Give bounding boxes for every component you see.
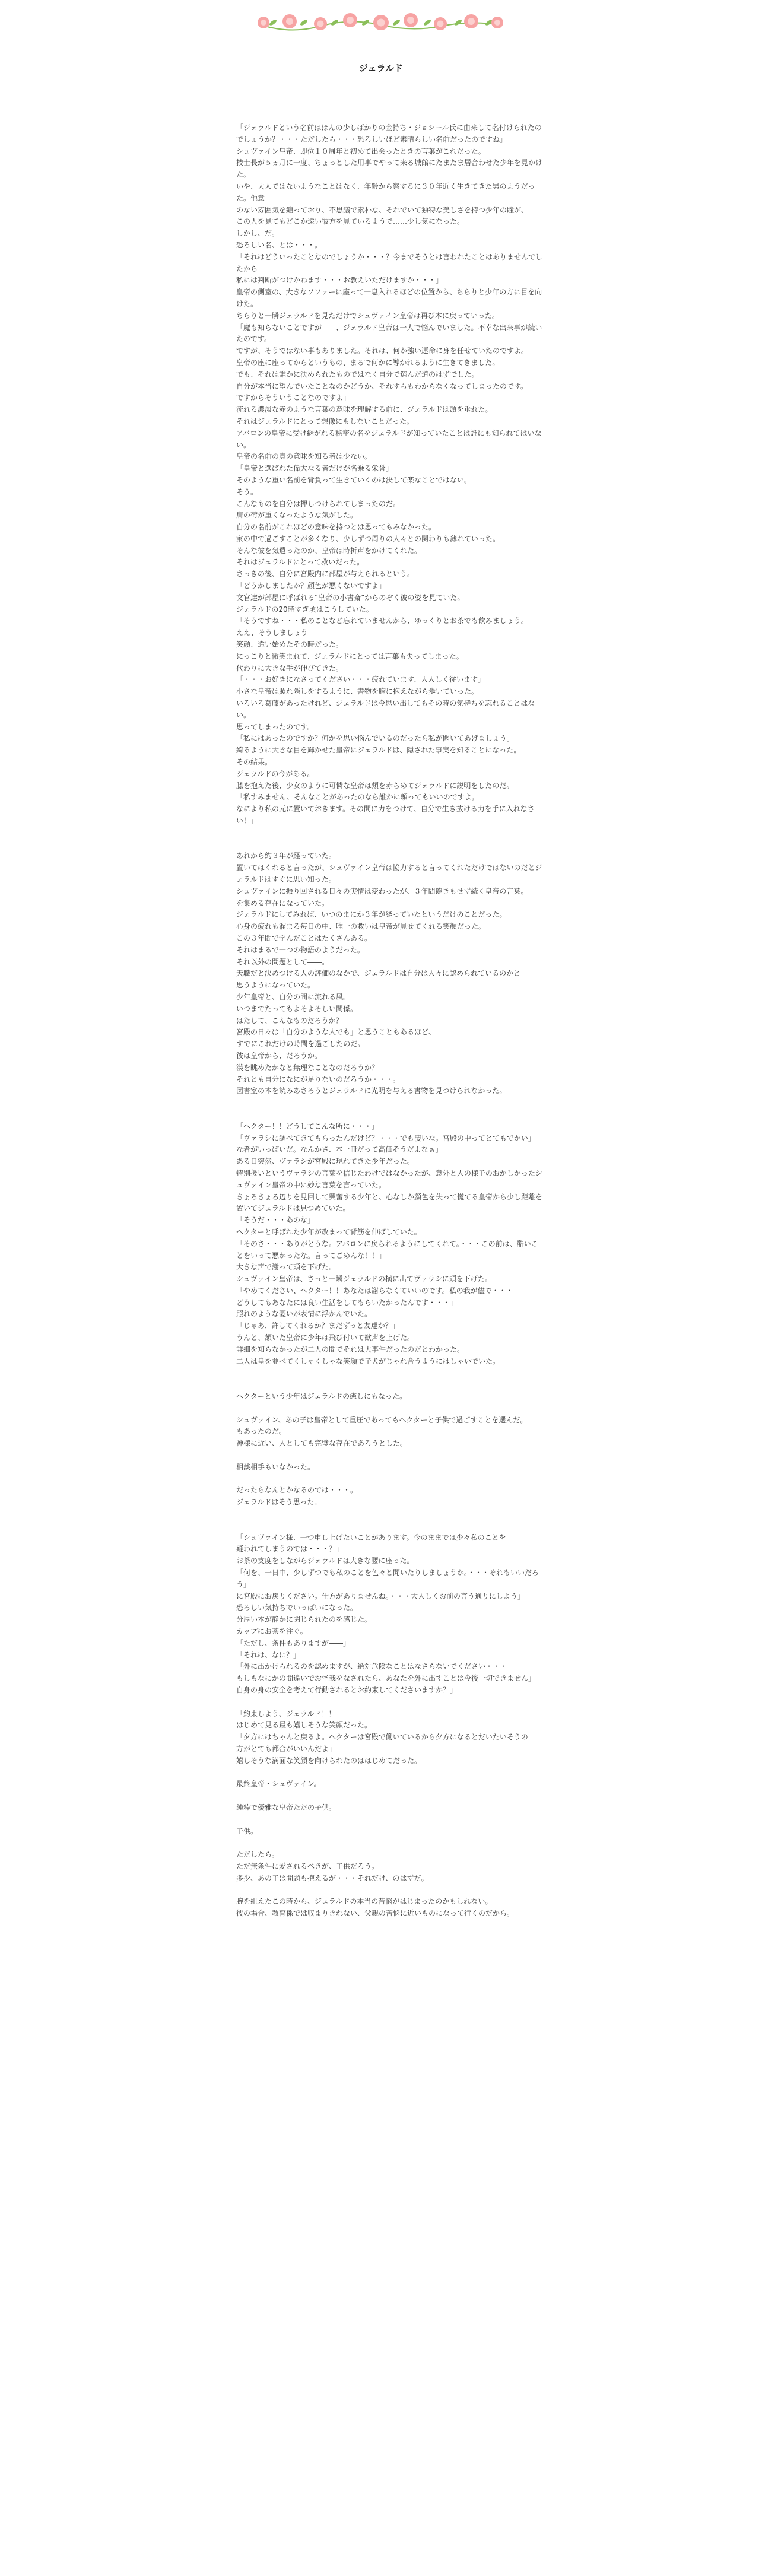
paragraph: 肩の荷が重くなったような気がした。 bbox=[236, 511, 358, 520]
paragraph: ある日突然、ヴァラシが宮殿に現れてきた少年だった。 bbox=[236, 1157, 414, 1166]
paragraph: 漠を眺めたかなと無理なことなのだろうか？ bbox=[236, 1063, 379, 1072]
paragraph: 神様に近い、人としても完璧な存在であろうとした。 bbox=[236, 1439, 408, 1448]
paragraph: もあったのだ。 bbox=[236, 1427, 286, 1436]
paragraph: うんと、頷いた皇帝に少年は飛び付いて歓声を上げた。 bbox=[236, 1333, 415, 1342]
paragraph: 「ヘクター！！どうしてこんな所に・・・」 bbox=[236, 1122, 379, 1130]
paragraph: きょろきょろ辺りを見回して興奮する少年と、心なしか顔色を失って慌てる皇帝から少し距離を置いてジェラルドは見つめていた。 bbox=[236, 1192, 543, 1213]
paragraph: その結果。 bbox=[236, 758, 272, 767]
paragraph: それ以外の問題として――。 bbox=[236, 957, 329, 966]
paragraph: はたして、こんなものだろうか？ bbox=[236, 1016, 343, 1025]
paragraph: 天職だと決めつける人の評価のなかで、ジェラルドは自分は人々に認められているのかと bbox=[236, 969, 521, 978]
paragraph: そう。 bbox=[236, 487, 258, 496]
paragraph: そのような重い名前を背負って生きていくのは決して楽なことではない。 bbox=[236, 475, 472, 484]
paragraph: でも、それは誰かに決められたものではなく自分で選んだ道のはずでした。 bbox=[236, 370, 479, 379]
paragraph: シュヴァイン皇帝、即位１０周年と初めて出会ったときの言葉がこれだった。 bbox=[236, 147, 485, 155]
paragraph bbox=[236, 1367, 545, 1379]
paragraph: 「そのさ・・・ありがとうな。アバロンに戻られるようにしてくれて。・・・この前は、酷いことをいって悪かったな。言ってごめんな！！」 bbox=[236, 1239, 538, 1260]
floral-garland-icon bbox=[255, 5, 507, 40]
paragraph: 「そうだ・・・あのな」 bbox=[236, 1216, 315, 1225]
paragraph: シュヴァイン、あの子は皇帝として重圧であってもヘクターと子供で過ごすことを選んだ。 bbox=[236, 1415, 528, 1424]
paragraph: 詳細を知らなかったが二人の間でそれは大事件だったのだとわかった。 bbox=[236, 1345, 465, 1354]
paragraph: 自身の身の安全を考えて行動されるとお約束してくださいますか？」 bbox=[236, 1685, 458, 1694]
paragraph: 彼の場合、教育係では収まりきれない、父親の苦悩に近いものになって行くのだから。 bbox=[236, 1909, 515, 1918]
paragraph: 「やめてください、ヘクター！！あなたは謝らなくていいのです。私の我が儘で・・・ bbox=[236, 1286, 513, 1295]
paragraph: 「じゃあ、許してくれるか？まだずっと友達か？」 bbox=[236, 1322, 399, 1330]
paragraph: こんなものを自分は押しつけられてしまったのだ。 bbox=[236, 499, 401, 508]
paragraph: ええ、そうしましょう」 bbox=[236, 628, 315, 637]
paragraph: それはジェラルドにとって想像にもしないことだった。 bbox=[236, 417, 414, 425]
paragraph: 代わりに大きな手が伸びてきた。 bbox=[236, 663, 344, 672]
paragraph: なにより私の元に置いておきます。その間に力をつけて、自分で生き抜ける力を手に入れなさい！」 bbox=[236, 805, 535, 825]
paragraph bbox=[236, 827, 545, 839]
paragraph: 「シュヴァイン様、一つ申し上げたいことがあります。今のままでは少々私のことを bbox=[236, 1533, 506, 1542]
paragraph: どうしてもあなたには良い生活をしてもらいたかったんです・・・」 bbox=[236, 1298, 458, 1307]
paragraph: お茶の支度をしながらジェラルドは大きな腰に座った。 bbox=[236, 1557, 414, 1565]
paragraph: 図書室の本を読みあさろうとジェラルドに光明を与える書物を見つけられなかった。 bbox=[236, 1087, 507, 1095]
paragraph: 思ってしまったのです。 bbox=[236, 722, 315, 731]
paragraph: ヘクターという少年はジェラルドの癒しにもなった。 bbox=[236, 1392, 407, 1401]
paragraph: だったらなんとかなるのでは・・・。 bbox=[236, 1486, 358, 1495]
paragraph: 私には判断がつけかねます・・・お教えいただけますか・・・」 bbox=[236, 276, 443, 285]
page-title: ジェラルド bbox=[358, 63, 404, 74]
paragraph bbox=[236, 1767, 545, 1779]
paragraph: ですからそういうことなのですよ」 bbox=[236, 393, 351, 402]
paragraph: シュヴァインに振り回される日々の実情は変わったが、３年間飽きもせず続く皇帝の言葉。 bbox=[236, 887, 528, 895]
paragraph: 膝を抱えた後、少女のように可憐な皇帝は頬を赤らめてジェラルドに説明をしたのだ。 bbox=[236, 781, 514, 790]
paragraph bbox=[236, 1379, 545, 1391]
paragraph: それはジェラルドにとって救いだった。 bbox=[236, 558, 364, 567]
paragraph: 家の中で過ごすことが多くなり、少しずつ周りの人々との関わりも薄れていった。 bbox=[236, 534, 500, 543]
paragraph: 方がとても都合がいいんだよ」 bbox=[236, 1744, 336, 1753]
paragraph: 分厚い本が静かに閉じられたのを感じた。 bbox=[236, 1615, 372, 1624]
paragraph: さっきの後、自分に宮殿内に部屋が与えられるという。 bbox=[236, 570, 415, 579]
paragraph bbox=[236, 1450, 545, 1462]
paragraph: 笑顔、違い始めたその時だった。 bbox=[236, 640, 344, 649]
paragraph: 「ジェラルドという名前はほんの少しばかりの金持ち・ジョシール氏に由来して名付けられたのでしょうか？・・・ただしたら・・・恐ろしいほど素晴らしい名前だったのですね」 bbox=[236, 123, 542, 144]
paragraph: のない雰囲気を纏っており、不思議で素朴な、それでいて独特な美しさを持つ少年の瞳が、 bbox=[236, 205, 529, 214]
paragraph: 「皇帝と選ばれた偉大なる者だけが名乗る栄誉」 bbox=[236, 464, 393, 473]
paragraph: シュヴァイン皇帝は、さっと一瞬ジェラルドの横に出てヴァラシに頭を下げた。 bbox=[236, 1275, 492, 1284]
paragraph: ジェラルドはそう思った。 bbox=[236, 1498, 322, 1507]
paragraph: 綺るように大きな目を輝かせた皇帝にジェラルドは、隠された事実を知ることになった。 bbox=[236, 746, 521, 755]
paragraph: もしもなにかの間違いでお怪我をなされたら、あなたを外に出すことは今後一切できません」 bbox=[236, 1674, 536, 1683]
paragraph bbox=[236, 1790, 545, 1802]
paragraph: 思うようになっていた。 bbox=[236, 981, 315, 990]
paragraph: いろいろ葛藤があったけれど、ジェラルドは今思い出してもその時の気持ちを忘れることはない。 bbox=[236, 699, 535, 719]
paragraph: 「外に出かけられるのを認めますが、絶対危険なことはなさらないでください・・・ bbox=[236, 1662, 507, 1671]
paragraph: 「それは、なに？」 bbox=[236, 1650, 301, 1659]
paragraph bbox=[236, 1885, 545, 1897]
paragraph: 「何を、一日中、少しずつでも私のことを色々と聞いたりしましょうか。・・・それもいいだろう」 bbox=[236, 1568, 539, 1589]
article-body bbox=[236, 122, 545, 1920]
paragraph: ジェラルドの20時すぎ頃はこうしていた。 bbox=[236, 605, 373, 614]
paragraph: 特別扱いというヴァラシの言葉を信じたわけではなかったが、意外と人の様子のおかしかったシュヴァイン皇帝の中に妙な言葉を言っていた。 bbox=[236, 1168, 542, 1189]
paragraph: 「どうかしましたか？顔色が悪くないですよ」 bbox=[236, 582, 386, 590]
paragraph bbox=[236, 1097, 545, 1109]
paragraph: 少年皇帝と、自分の間に流れる風。 bbox=[236, 992, 351, 1001]
paragraph: 二人は皇を並べてくしゃくしゃな笑顔で子犬がじゃれ合うようにはしゃいでいた。 bbox=[236, 1357, 500, 1365]
paragraph: 照れのような憂いが表情に浮かんでいた。 bbox=[236, 1310, 372, 1319]
paragraph: 皇帝の名前の真の意味を知る者は少ない。 bbox=[236, 452, 372, 461]
paragraph: いや、大人ではないようなことはなく、年齢から察するに３０年近く生きてきた男のようだった。他意 bbox=[236, 182, 535, 202]
paragraph: ヘクターと呼ばれた少年が改まって背筋を伸ばしていた。 bbox=[236, 1227, 421, 1236]
paragraph bbox=[236, 1109, 545, 1121]
paragraph bbox=[236, 1814, 545, 1826]
paragraph: 自分が本当に望んでいたことなのかどうか、それすらもわからなくなってしまったのです。 bbox=[236, 382, 528, 390]
paragraph: 「私すみません、そんなことがあったのなら誰かに頼ってもいいのですよ。 bbox=[236, 793, 479, 802]
paragraph: すでにこれだけの時間を過ごしたのだ。 bbox=[236, 1040, 365, 1049]
paragraph: にっこりと微笑まれて、ジェラルドにとっては言葉も失ってしまった。 bbox=[236, 652, 463, 660]
paragraph: 皇帝の側室の、大きなソファーに座って一息入れるほどの位置から、ちらりと少年の方に目を向けた。 bbox=[236, 288, 542, 308]
paragraph: 腕を組えたこの時から、ジェラルドの本当の苦悩がはじまったのかもしれない。 bbox=[236, 1897, 493, 1906]
paragraph: を集める存在になっていた。 bbox=[236, 898, 329, 907]
paragraph: ただ無条件に愛されるべきが、子供だろう。 bbox=[236, 1862, 379, 1870]
paragraph: 恐ろしい気持ちでいっぱいになった。 bbox=[236, 1603, 357, 1612]
paragraph: ちらりと一瞬ジェラルドを見ただけでシュヴァイン皇帝は再び本に戻っていった。 bbox=[236, 311, 500, 320]
paragraph: な者がいっぱいだ。なんかさ、本一冊だって高価そうだよなぁ」 bbox=[236, 1145, 443, 1154]
paragraph: 「ヴァラシに調べてきてもらったんだけど？・・・でも凄いな。宮殿の中ってとてもでかい」 bbox=[236, 1133, 535, 1142]
paragraph: そんな彼を気遣ったのか、皇帝は時折声をかけてくれた。 bbox=[236, 546, 422, 555]
paragraph: 最終皇帝・シュヴァイン。 bbox=[236, 1780, 321, 1789]
paragraph: 宮殿の日々は「自分のような人でも」と思うこともあるほど、 bbox=[236, 1028, 436, 1037]
paragraph bbox=[236, 1508, 545, 1520]
paragraph: カップにお茶を注ぐ。 bbox=[236, 1627, 307, 1635]
paragraph: 技士長が５ヵ月に一度、ちょっとした用事でやって来る城館にたまたま居合わせた少年を見かけた。 bbox=[236, 158, 543, 179]
paragraph bbox=[236, 1520, 545, 1532]
paragraph: それはまるで一つの物語のようだった。 bbox=[236, 945, 364, 954]
paragraph: 流れる濃淡な赤のような言葉の意味を理解する前に、ジェラルドは頭を垂れた。 bbox=[236, 405, 493, 414]
paragraph bbox=[236, 1837, 545, 1849]
paragraph: 「私にはあったのですか？何かを思い悩んでいるのだったら私が聞いてあげましょう」 bbox=[236, 734, 514, 743]
paragraph: ただしたら。 bbox=[236, 1850, 280, 1859]
paragraph: 「夕方にはちゃんと戻るよ。ヘクターは宮殿で働いているから夕方になるとだいたいそうの bbox=[236, 1733, 528, 1742]
paragraph: に宮殿にお戻りください。仕方がありませんね。・・・大人しくお前の言う通りにしよう」 bbox=[236, 1592, 525, 1600]
paragraph: ですが、そうではない事もありました。それは、何か強い運命に身を任せていたのですよ。 bbox=[236, 347, 529, 355]
paragraph bbox=[236, 1697, 545, 1708]
paragraph: それとも自分になにが足りないのだろうか・・・。 bbox=[236, 1075, 401, 1084]
paragraph: 彼は皇帝から、だろうか。 bbox=[236, 1051, 322, 1060]
paragraph bbox=[236, 1403, 545, 1415]
paragraph: はじめて見る最も嬉しそうな笑顔だった。 bbox=[236, 1721, 372, 1730]
paragraph: 純粋で優雅な皇帝ただの子供。 bbox=[236, 1803, 336, 1812]
paragraph: この人を見てもどこか遠い彼方を見ているようで……少し気になった。 bbox=[236, 217, 465, 226]
paragraph: 小さな皇帝は照れ隠しをするように、書物を胸に抱えながら歩いていった。 bbox=[236, 687, 479, 696]
paragraph: 相談相手もいなかった。 bbox=[236, 1462, 315, 1471]
paragraph: 大きな声で謝って頭を下げた。 bbox=[236, 1263, 336, 1272]
paragraph: この３年間で学んだことはたくさんある。 bbox=[236, 933, 372, 942]
paragraph bbox=[236, 1473, 545, 1485]
paragraph: 嬉しそうな満面な笑顔を向けられたのははじめてだった。 bbox=[236, 1756, 422, 1765]
paragraph: 「ただし、条件もありますが――」 bbox=[236, 1638, 351, 1647]
paragraph: 「そうですね・・・私のことなど忘れていませんから、ゆっくりとお茶でも飲みましょう。 bbox=[236, 617, 528, 625]
paragraph: 子供。 bbox=[236, 1827, 258, 1835]
paragraph: ジェラルドにしてみれば、いつのまにか３年が経っていたというだけのことだった。 bbox=[236, 910, 507, 919]
paragraph bbox=[236, 839, 545, 851]
paragraph: 心身の疲れも溜まる毎日の中、唯一の救いは皇帝が見せてくれる笑顔だった。 bbox=[236, 922, 486, 931]
paragraph: ジェラルドの今がある。 bbox=[236, 769, 315, 778]
paragraph: 恐ろしい名、とは・・・。 bbox=[236, 240, 322, 249]
paragraph: あれから約３年が経っていた。 bbox=[236, 852, 336, 860]
paragraph: 置いてはくれると言ったが、シュヴァイン皇帝は協力すると言ってくれただけではないのだとジェラルドはすぐに思い知った。 bbox=[236, 863, 542, 884]
paragraph: 「それはどういったことなのでしょうか・・・？今までそうとは言われたことはありませんでしたから bbox=[236, 252, 543, 273]
paragraph: しかし、だ。 bbox=[236, 229, 280, 238]
paragraph: 「・・・お好きになさってください・・・疲れています、大人しく従います」 bbox=[236, 675, 485, 684]
paragraph: 「魔も知らないことですが――、ジェラルド皇帝は一人で悩んでいました。不幸な出来事が続いたのです。 bbox=[236, 323, 542, 344]
paragraph: 皇帝の座に座ってからというもの、まるで何かに導かれるように生きてきました。 bbox=[236, 358, 500, 367]
paragraph: いつまでたってもよそよそしい関係。 bbox=[236, 1004, 358, 1013]
paragraph: 多少、あの子は問題も抱えるが・・・それだけ、のはずだ。 bbox=[236, 1873, 428, 1882]
paragraph: 文官達が部屋に呼ばれる“皇帝の小書斎”からのぞく彼の姿を見ていた。 bbox=[236, 593, 465, 602]
paragraph: アバロンの皇帝に受け継がれる秘密の名をジェラルドが知っていたことは誰にも知られてはいない。 bbox=[236, 428, 542, 449]
paragraph: 「約束しよう、ジェラルド！！」 bbox=[236, 1709, 343, 1718]
paragraph: 疑われてしまうのでは・・・？」 bbox=[236, 1545, 344, 1554]
paragraph: 自分の名前がこれほどの意味を持つとは思ってもみなかった。 bbox=[236, 523, 436, 532]
